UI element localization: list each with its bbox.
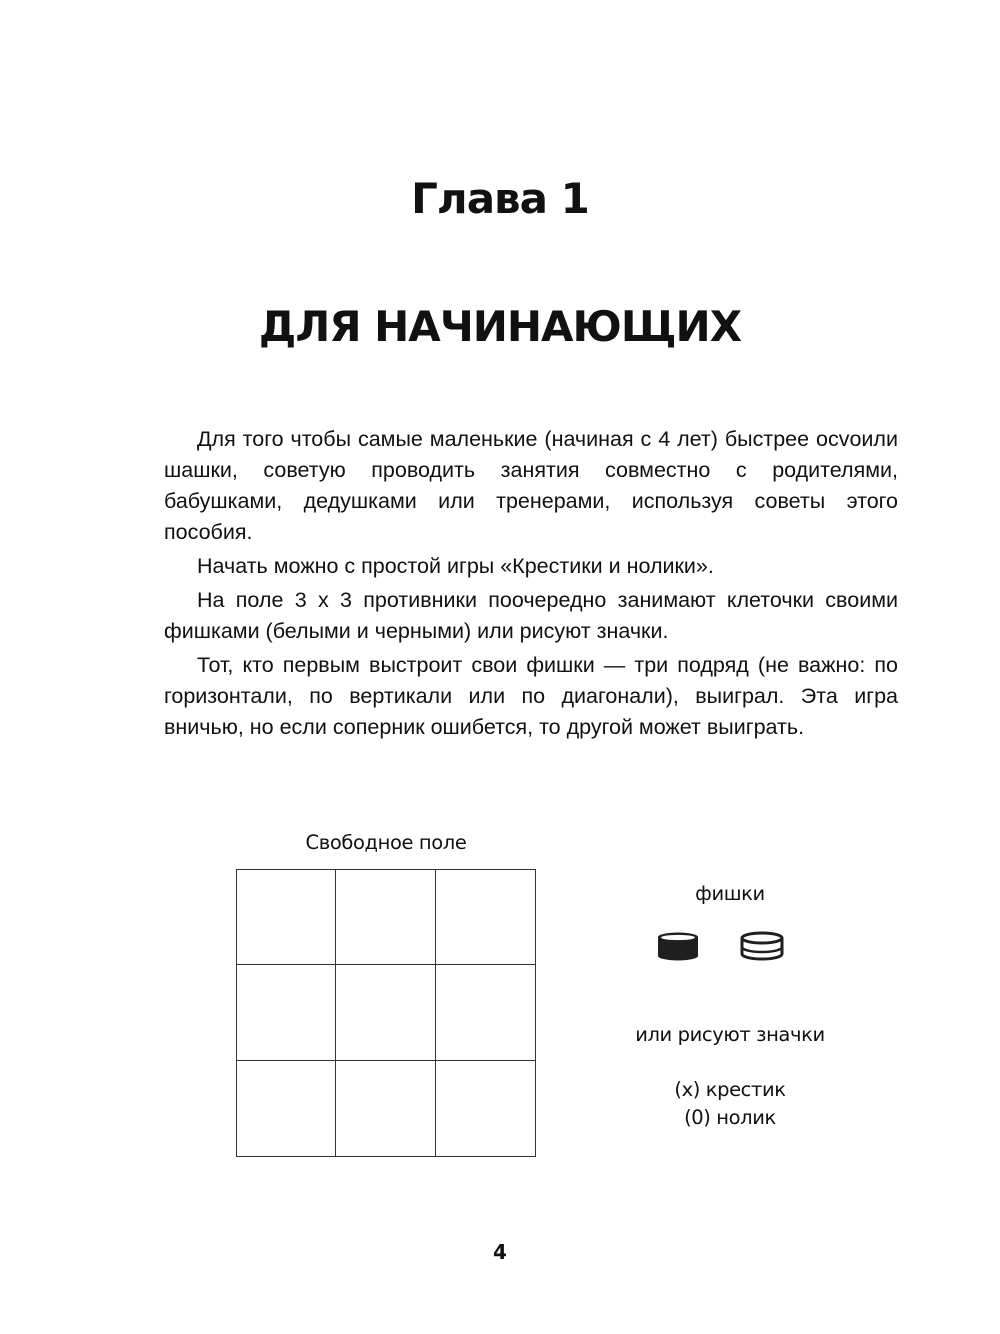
chips-caption: фишки	[695, 882, 765, 905]
cross-legend: (x) крестик	[674, 1078, 786, 1101]
paragraph: Тот, кто первым выстроит свои фишки — три подряд (не важно: по горизонтали, по вертикали или по диагонали), выиграл. Эта игра вничью, но если соперник ошибется, то другой может выиграть.	[164, 653, 898, 739]
nought-legend: (0) нолик	[684, 1106, 776, 1129]
paragraph: На поле 3 х 3 противники поочередно занимают клеточки своими фишками (белыми и черными) или рисуют значки.	[164, 588, 898, 643]
white-chip-icon	[739, 930, 785, 962]
board-cell	[436, 965, 535, 1060]
board-cell	[237, 965, 336, 1060]
chapter-title: ДЛЯ НАЧИНАЮЩИХ	[258, 302, 742, 351]
board-caption: Свободное поле	[305, 831, 467, 854]
draw-symbols-caption: или рисуют значки	[635, 1023, 825, 1046]
black-chip-icon	[657, 930, 699, 962]
paragraph: Начать можно с простой игры «Крестики и нолики».	[197, 554, 714, 578]
symbols-legend	[610, 1076, 850, 1132]
body-text	[164, 424, 898, 746]
board-cell	[336, 965, 435, 1060]
page-number: 4	[493, 1240, 507, 1264]
board-cell	[336, 1061, 435, 1156]
board-cell	[336, 870, 435, 965]
tic-tac-toe-board	[236, 869, 536, 1157]
paragraph: Для того чтобы самые маленькие (начиная с 4 лет) быстрее осvоили шашки, советую проводить занятия совместно с родителями, бабушками, дедушками или тренерами, используя советы этого пособия.	[164, 427, 898, 544]
board-cell	[237, 870, 336, 965]
chapter-heading: Глава 1	[411, 174, 589, 223]
board-cell	[237, 1061, 336, 1156]
board-cell	[436, 1061, 535, 1156]
board-cell	[436, 870, 535, 965]
